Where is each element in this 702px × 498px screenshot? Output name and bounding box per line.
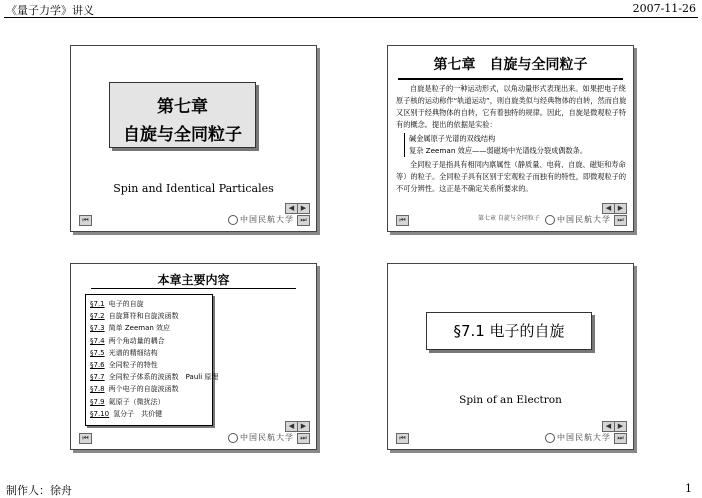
next-slide-button[interactable]: ▶ (297, 203, 310, 214)
slide-nav-bar (79, 204, 310, 227)
section-subtitle-english: Spin of an Electron (459, 394, 562, 406)
university-logo (545, 432, 611, 443)
slide-title: 第七章 自旋与全同粒子 (398, 54, 623, 80)
contents-item[interactable] (90, 383, 208, 395)
university-name: 中国民航大学 (240, 433, 294, 442)
last-slide-button[interactable]: ⏭ (614, 215, 627, 226)
section-title: 两个角动量的耦合 (108, 336, 165, 345)
university-logo (228, 214, 294, 225)
first-slide-button[interactable]: ⏮ (396, 433, 409, 444)
section-title: 氢分子 共价键 (113, 409, 163, 418)
contents-title: 本章主要内容 (157, 273, 230, 287)
document-header-title: 《量子力学》讲义 (6, 4, 94, 17)
section-link[interactable]: §7.8 (90, 385, 105, 394)
slide-nav-bar (79, 422, 310, 445)
university-name: 中国民航大学 (557, 215, 611, 224)
slide-section-title (387, 263, 634, 450)
first-slide-button[interactable]: ⏮ (396, 215, 409, 226)
slide-nav-bar (396, 204, 627, 227)
chapter-name: 自旋与全同粒子 (123, 125, 242, 145)
university-logo (545, 214, 611, 225)
section-link[interactable]: §7.10 (90, 409, 110, 418)
section-title: 自旋算符和自旋波函数 (108, 312, 179, 321)
slide-body (396, 83, 627, 195)
seal-icon (545, 215, 555, 225)
evidence-brace (404, 133, 627, 157)
section-title: 两个电子的自旋波函数 (108, 385, 179, 394)
slide-nav-bar (396, 422, 627, 445)
last-slide-button[interactable]: ⏭ (614, 433, 627, 444)
evidence-item: 碱金属原子光谱的双线结构 (409, 134, 496, 143)
seal-icon (545, 433, 555, 443)
slide-chapter-intro (387, 45, 634, 232)
section-link[interactable]: §7.2 (90, 312, 105, 321)
page-number: 1 (685, 482, 692, 495)
section-link[interactable]: §7.7 (90, 373, 105, 382)
section-link[interactable]: §7.5 (90, 348, 105, 357)
section-title: 电子的自旋 (108, 300, 144, 308)
contents-item[interactable] (90, 359, 208, 371)
header-divider (4, 17, 698, 18)
contents-item[interactable] (90, 347, 208, 359)
spin-paragraph: 自旋是粒子的一种运动形式，以角动量形式表现出来。如果把电子绕原子核的运动称作“轨道运动”，则自旋类似与经典物体的自转，然而自旋又区别于经典物体的自转，它有着独特的规律。因此，自旋是微观粒子特有的概念。提出的依据是实验： (396, 84, 627, 129)
section-title-box: §7.1 电子的自旋 (426, 312, 592, 350)
prev-slide-button[interactable]: ◀ (602, 421, 615, 432)
university-name: 中国民航大学 (240, 215, 294, 224)
section-title: 简单 Zeeman 效应 (108, 324, 171, 333)
section-link[interactable]: §7.6 (90, 361, 105, 370)
last-slide-button[interactable]: ⏭ (297, 433, 310, 444)
university-logo (228, 432, 294, 443)
first-slide-button[interactable]: ⏮ (79, 215, 92, 226)
section-link[interactable]: §7.4 (90, 336, 105, 345)
section-link[interactable]: §7.9 (90, 397, 105, 406)
document-header-date: 2007-11-26 (632, 2, 696, 15)
section-link[interactable]: §7.1 (90, 300, 105, 308)
slide-footer-label: 第七章 自旋与全同粒子 (478, 215, 540, 222)
chapter-subtitle-english: Spin and Identical Particales (113, 182, 274, 195)
evidence-item: 复杂 Zeeman 效应——弱磁场中光谱线分裂成偶数条。 (409, 146, 588, 155)
prev-slide-button[interactable]: ◀ (285, 421, 298, 432)
section-title: 全同粒子的特性 (108, 361, 158, 370)
contents-item[interactable] (90, 298, 208, 310)
document-footer-author: 制作人：徐舟 (6, 484, 72, 497)
section-title: 光谱的精细结构 (108, 348, 158, 357)
section-title: 氦原子（微扰法） (108, 397, 165, 406)
next-slide-button[interactable]: ▶ (614, 203, 627, 214)
contents-list (85, 294, 219, 426)
chapter-title-box (109, 82, 256, 148)
university-name: 中国民航大学 (557, 433, 611, 442)
seal-icon (228, 215, 238, 225)
next-slide-button[interactable]: ▶ (297, 421, 310, 432)
contents-item[interactable] (90, 335, 208, 347)
slide-chapter-title (70, 45, 317, 232)
contents-item[interactable] (90, 310, 208, 322)
chapter-number: 第七章 (157, 97, 208, 117)
first-slide-button[interactable]: ⏮ (79, 433, 92, 444)
seal-icon (228, 433, 238, 443)
contents-item[interactable] (90, 371, 219, 383)
last-slide-button[interactable]: ⏭ (297, 215, 310, 226)
section-title: 全同粒子体系的波函数 Pauli 原理 (108, 373, 219, 382)
title-divider (91, 288, 296, 289)
contents-item[interactable] (90, 322, 208, 334)
next-slide-button[interactable]: ▶ (614, 421, 627, 432)
prev-slide-button[interactable]: ◀ (285, 203, 298, 214)
identical-particles-paragraph: 全同粒子是指具有相同内禀属性（静质量、电荷、自旋、磁矩和寿命等）的粒子。全同粒子具有区别于宏观粒子而独有的特性，即微观粒子的不可分辨性。这正是不确定关系所要求的。 (396, 160, 627, 193)
slide-contents (70, 263, 317, 450)
contents-item[interactable] (90, 396, 208, 408)
section-link[interactable]: §7.3 (90, 324, 105, 333)
contents-item[interactable] (90, 408, 208, 420)
prev-slide-button[interactable]: ◀ (602, 203, 615, 214)
